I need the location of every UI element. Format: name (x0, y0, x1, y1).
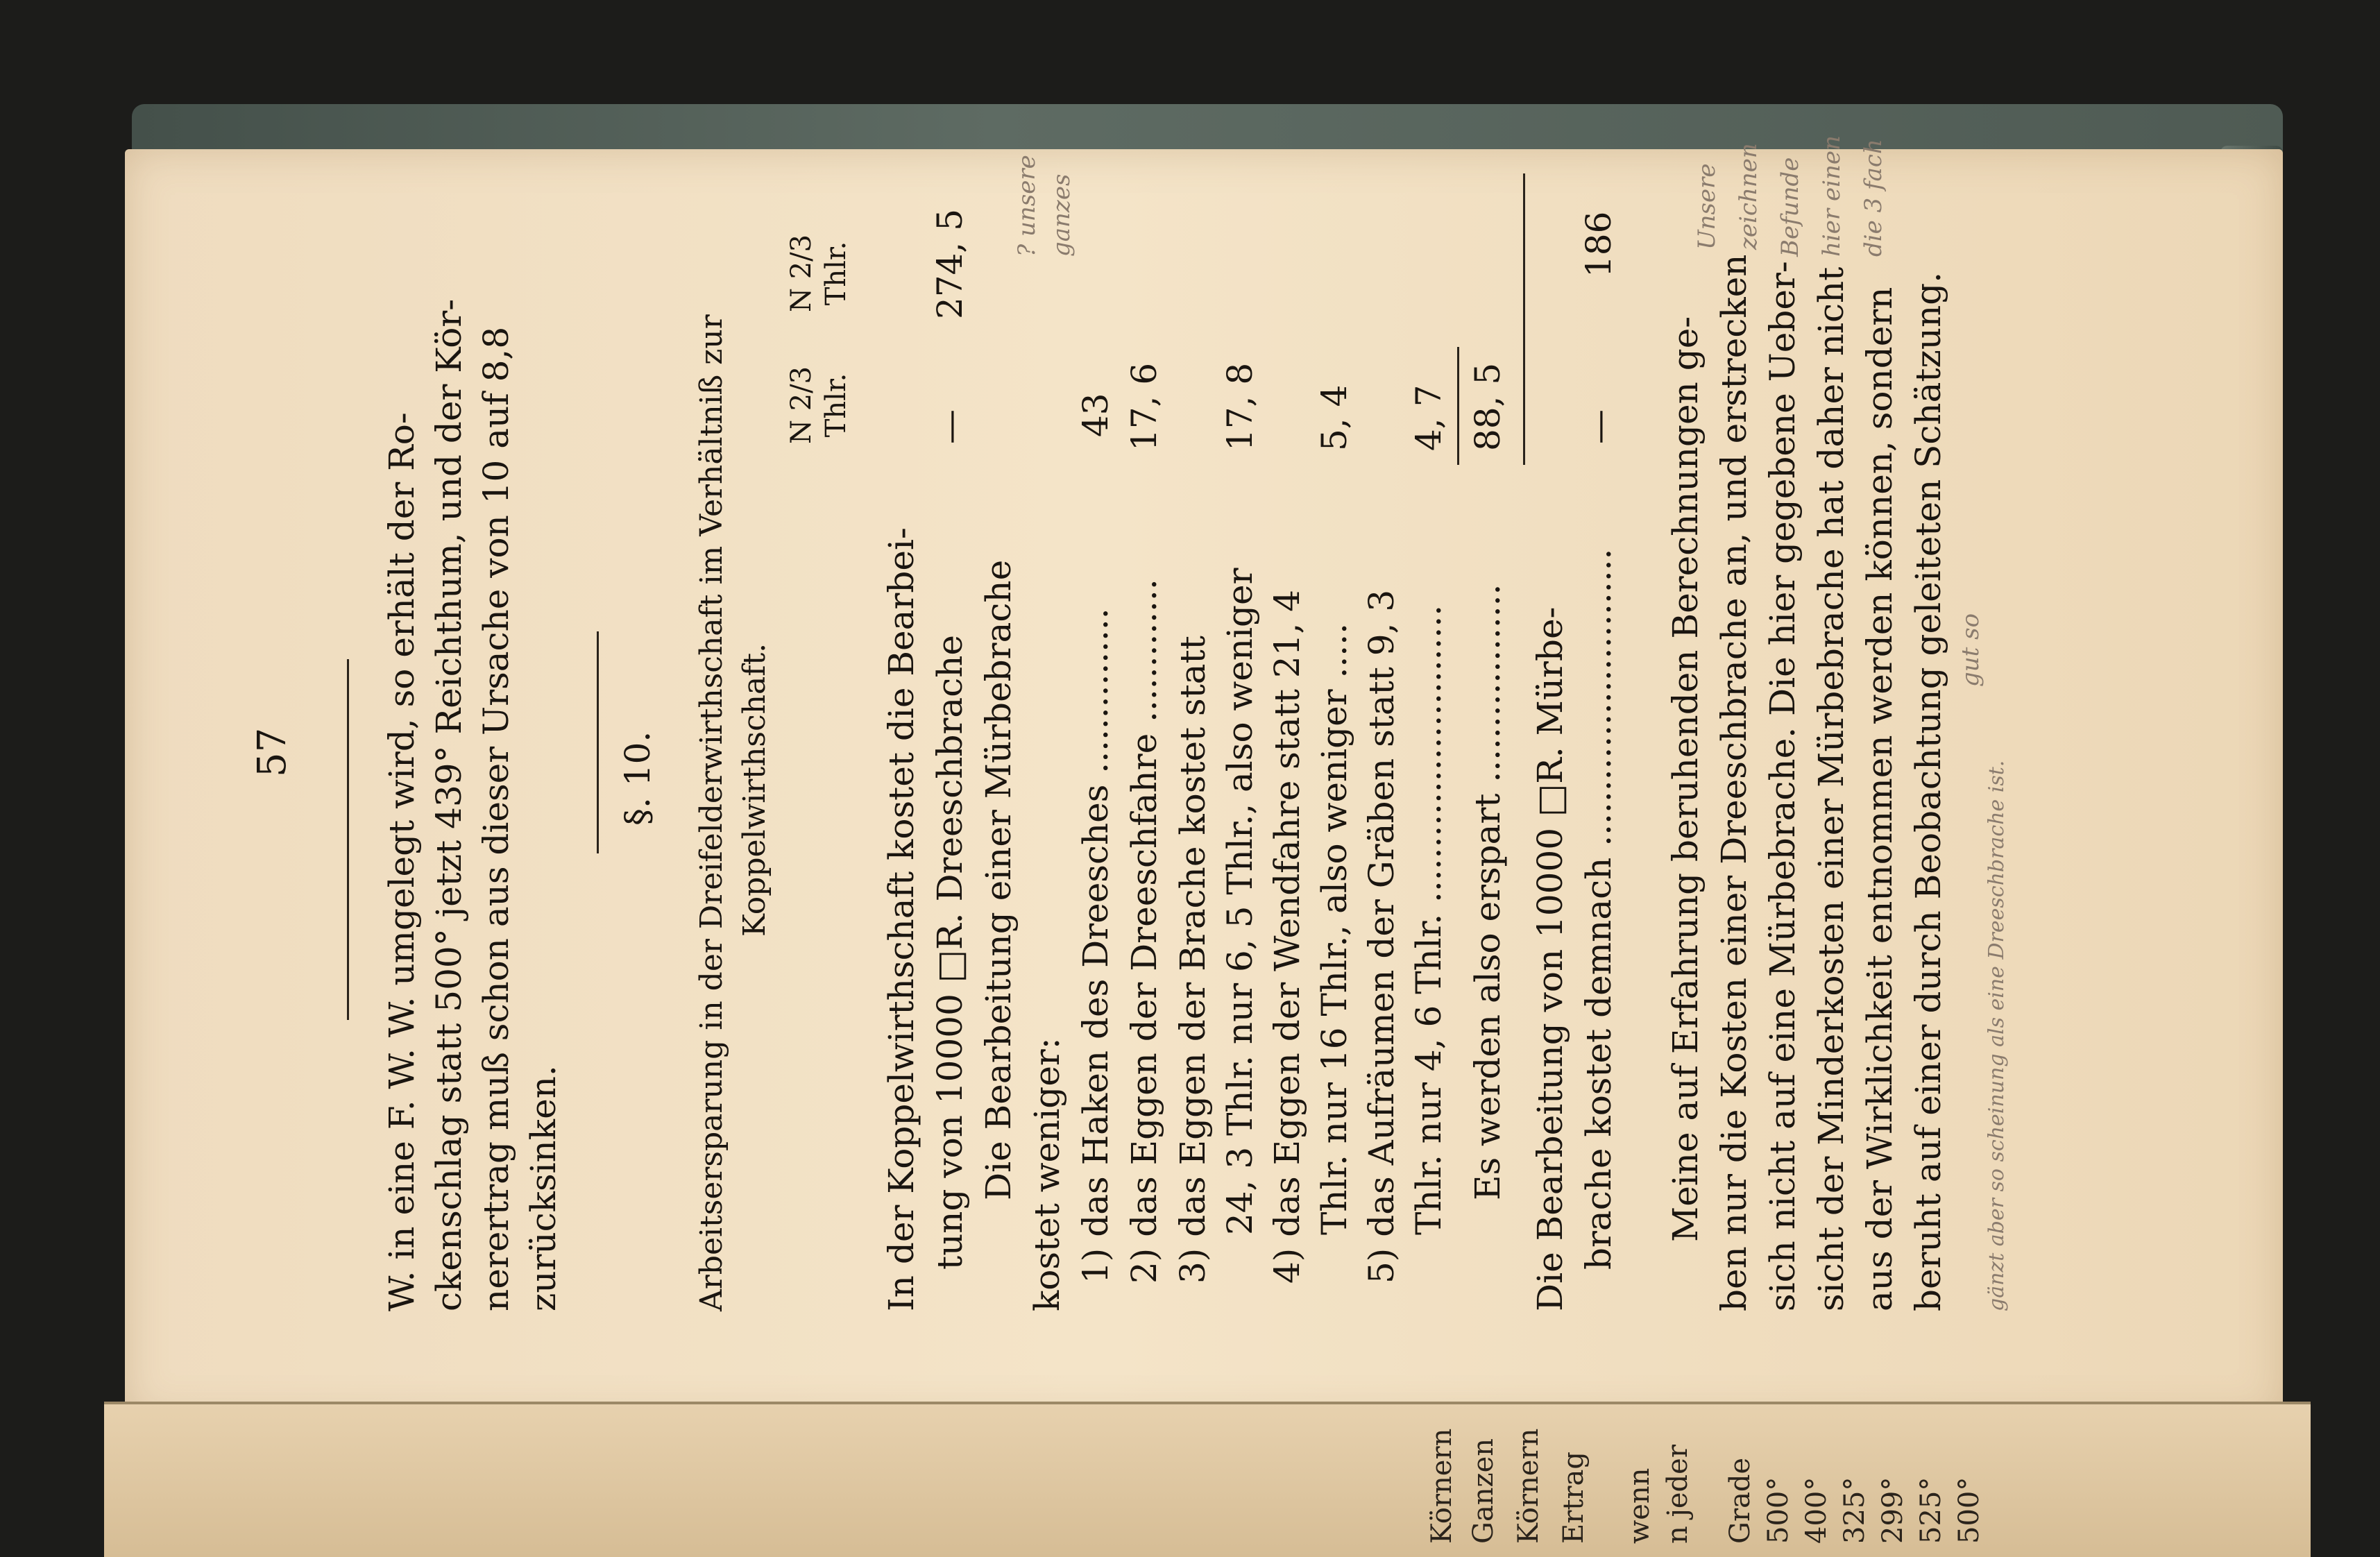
dreesch-value: 274, 5 (930, 208, 970, 319)
text-line: beruht auf einer durch Beobachtung geleiteten Schätzung. (1908, 271, 1948, 1311)
text-line: ben nur die Kosten einer Dreeschbrache an, und erstrecken (1714, 254, 1754, 1311)
text-line: nerertrag muß schon aus dieser Ursache von 10 auf 8,8 (476, 326, 516, 1311)
item-line: 1) das Haken des Dreesches ............... (1076, 608, 1116, 1284)
saved-line: Es werden also erspart .................. (1468, 584, 1508, 1200)
text-line: sich nicht auf eine Mürbebrache. Die hier gegebene Ueber- (1762, 261, 1803, 1311)
text-line: Meine auf Erfahrung beruhenden Berechnungen ge- (1665, 316, 1706, 1242)
sum-rule (1457, 347, 1459, 465)
frag: Grade (1724, 1457, 1756, 1544)
handwritten-note: gänzt aber so scheinung als eine Dreeschbrache ist. (1984, 760, 2009, 1311)
item-line: Thlr. nur 4, 6 Thlr. ........................... (1409, 604, 1449, 1235)
separator-rule (597, 631, 599, 853)
item-value: 5, 4 (1314, 384, 1354, 451)
frag: Ertrag (1558, 1452, 1590, 1544)
text-line: In der Koppelwirthschaft kostet die Bearbei- (881, 527, 921, 1311)
frag: Körnern (1426, 1428, 1458, 1544)
handwritten-note: Unsere (1693, 163, 1721, 250)
text-line: aus der Wirklichkeit entnommen werden können, sondern (1860, 287, 1900, 1311)
frag: 299° (1877, 1477, 1909, 1544)
header-rule (347, 659, 349, 1020)
frag: wenn (1624, 1467, 1656, 1544)
text-line: Die Bearbeitung von 10000 □R. Mürbe- (1530, 606, 1570, 1311)
item-value: 4, 7 (1409, 384, 1449, 451)
unit-header-b: N 2/3 Thlr. (785, 234, 852, 312)
item-value: 17, 6 (1124, 362, 1164, 451)
dash: — (930, 409, 970, 444)
handwritten-note: gut so (1957, 613, 1984, 687)
text-line: brache kostet demnach ........................... (1579, 548, 1619, 1270)
item-line: 24, 3 Thlr. nur 6, 5 Thlr., also weniger (1220, 568, 1260, 1235)
heading-line: Koppelwirthschaft. (737, 643, 772, 937)
text-line: ckenschlag statt 500° jetzt 439° Reichthum, und der Kör- (429, 298, 469, 1311)
text-line: tung von 10000 □R. Dreeschbrache (930, 634, 970, 1270)
handwritten-note: ? unsere (1013, 155, 1041, 257)
frag: n jeder (1662, 1445, 1694, 1544)
handwritten-note: ganzes (1048, 173, 1076, 257)
section-number: §. 10. (618, 731, 658, 826)
text-line: W. in eine F. W. W. umgelegt wird, so erhält der Ro- (382, 412, 422, 1311)
handwritten-note: hier einen (1818, 135, 1846, 257)
handwritten-note: zeichnen (1735, 143, 1762, 250)
frag: 525° (1915, 1477, 1947, 1544)
item-value: 43 (1076, 393, 1116, 437)
item-line: 3) das Eggen der Brache kostet statt (1173, 636, 1213, 1284)
handwritten-note: Befunde (1776, 157, 1804, 257)
dash: — (1579, 409, 1619, 444)
item-value: 17, 8 (1220, 362, 1260, 451)
frag: 400° (1801, 1477, 1833, 1544)
total-rule (1523, 173, 1525, 465)
text-line: kostet weniger: (1027, 1037, 1067, 1311)
heading-line: Arbeitsersparung in der Dreifelderwirthschaft im Verhältniß zur (694, 314, 729, 1311)
handwritten-note: die 3 fach (1860, 139, 1887, 257)
frag: 500° (1953, 1477, 1985, 1544)
item-line: 5) das Aufräumen der Gräben statt 9, 3 (1361, 589, 1402, 1284)
frag: 325° (1839, 1477, 1871, 1544)
item-line: 4) das Eggen der Wendfahre statt 21, 4 (1267, 589, 1307, 1284)
item-line: Thlr. nur 16 Thlr., also weniger ..... (1314, 623, 1354, 1235)
saved-value: 88, 5 (1468, 362, 1508, 451)
text-line: Die Bearbeitung einer Mürbebrache (978, 559, 1019, 1200)
frag: Ganzen (1468, 1438, 1499, 1544)
muerbe-value: 186 (1579, 211, 1619, 278)
frag: Körnern (1513, 1428, 1545, 1544)
page-number: 57 (250, 727, 295, 777)
unit-header-a: N 2/3 Thlr. (785, 366, 852, 444)
text-line: sicht der Minderkosten einer Mürbebrache hat daher nicht (1811, 266, 1851, 1311)
text-line: zurücksinken. (523, 1065, 563, 1311)
frag: 500° (1762, 1477, 1794, 1544)
item-line: 2) das Eggen der Dreeschfahre ............. (1124, 579, 1164, 1284)
page-text-block (208, 135, 2186, 1311)
